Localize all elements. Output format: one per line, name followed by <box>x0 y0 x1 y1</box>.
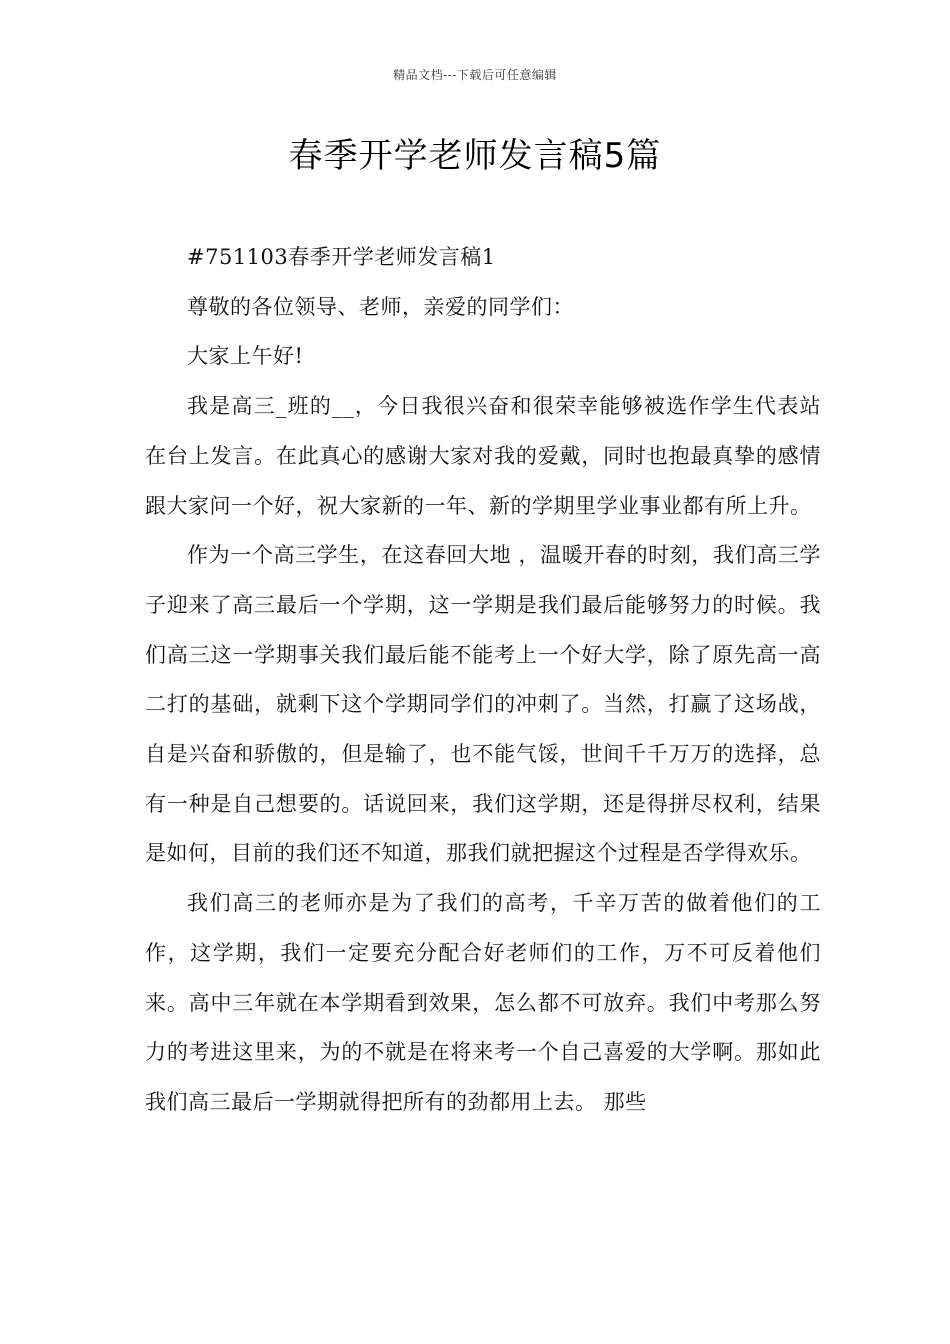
document-body <box>145 233 821 1128</box>
paragraph-body-2: 我们高三的老师亦是为了我们的高考，千辛万苦的做着他们的工作，这学期，我们一定要充分配合好老师们的工作，万不可反着他们来。高中三年就在本学期看到效果，怎么都不可放弃。我们中考那么努力的考进这里来，为的不就是在将来考一个自己喜爱的大学啊。那如此我们高三最后一学期就得把所有的劲都用上去。 那些 <box>145 891 821 1114</box>
document-title: 春季开学老师发言稿5篇 <box>288 136 662 176</box>
paragraph-introduction: 我是高三_班的__，今日我很兴奋和很荣幸能够被选作学生代表站在台上发言。在此真心的感谢大家对我的爱戴，同时也抱最真挚的感情跟大家问一个好，祝大家新的一年、新的学期里学业事业都有所上升。 <box>145 394 821 518</box>
paragraph-greeting: 大家上午好! <box>187 344 304 369</box>
paragraph-salutation: 尊敬的各位领导、老师，亲爱的同学们： <box>187 294 574 319</box>
header-note: 精品文档---下载后可任意编辑 <box>393 68 557 82</box>
paragraph-section-heading: #751103春季开学老师发言稿1 <box>187 245 496 269</box>
paragraph-body-1: 作为一个高三学生，在这春回大地 ，温暖开春的时刻，我们高三学子迎来了高三最后一个学期，这一学期是我们最后能够努力的时候。我们高三这一学期事关我们最后能不能考上一个好大学，除了原先高一高二打的基础，就剩下这个学期同学们的冲刺了。当然，打赢了这场战，自是兴奋和骄傲的，但是输了，也不能气馁，世间千千万万的选择，总有一种是自己想要的。话说回来，我们这学期，还是得拼尽权利，结果是如何，目前的我们还不知道，那我们就把握这个过程是否学得欢乐。 <box>145 543 821 866</box>
